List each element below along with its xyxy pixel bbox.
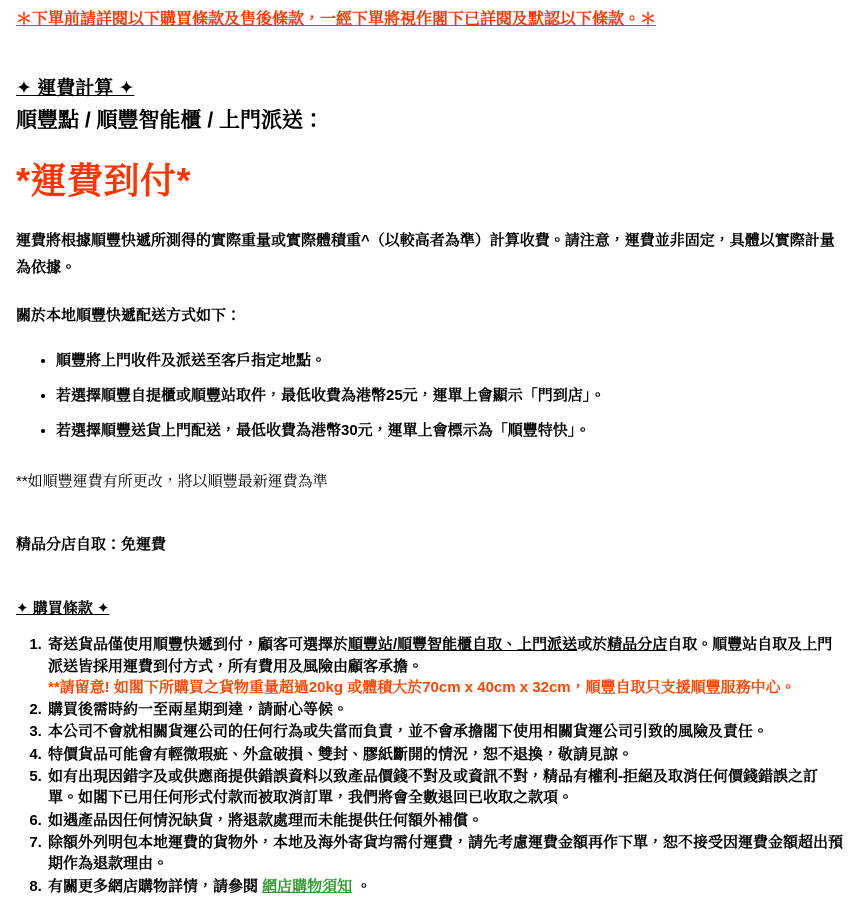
purchase-terms-list bbox=[16, 634, 845, 897]
delivery-options-list bbox=[16, 350, 845, 441]
list-item: • 若選擇順豐自提櫃或順豐站取件，最低收費為港幣25元，運單上會顯示「門到店」。 bbox=[56, 385, 845, 406]
term-text-segment: 寄送貨品僅使用順豐快遞到付，顧客可選擇於 bbox=[48, 636, 349, 654]
term-text-segment: 。 bbox=[352, 877, 372, 895]
list-item bbox=[46, 876, 845, 897]
term-text-segment: 或於 bbox=[577, 636, 608, 654]
term-text-segment: 順豐站/順豐智能櫃自取、上門派送 bbox=[348, 636, 578, 654]
oversize-warning-text: **請留意! 如閣下所購買之貨物重量超過20kg 或體積大於70cm x 40cm x 32cm，順豐自取只支援順豐服務中心。 bbox=[48, 678, 796, 696]
pre-order-notice: ＊下單前請詳閱以下購買條款及售後條款，一經下單將視作閣下已詳閱及默認以下條款。＊ bbox=[16, 11, 657, 28]
freight-collect-title: *運費到付* bbox=[16, 159, 192, 201]
shipping-fee-description: 運費將根據順豐快遞所測得的實際重量或實際體積重^（以較高者為準）計算收費。請注意，運費並非固定，具體以實際計量為依據。 bbox=[16, 232, 835, 277]
term-text-segment: 有關更多網店購物詳情，請參閱 bbox=[48, 877, 263, 895]
list-item: 2. 購買後需時約一至兩星期到達，請耐心等候。 bbox=[46, 699, 845, 720]
list-item: 7. 除額外列明包本地運費的貨物外，本地及海外寄貨均需付運費，請先考慮運費金額再作下單，恕不接受因運費金額超出預期作為退款理由。 bbox=[46, 832, 845, 875]
term-text-segment: 自取。順豐站自取及上門派送皆採用運費到付方式，所有費用及風險由顧客承擔。 bbox=[48, 636, 833, 675]
fee-change-note: **如順豐運費有所更改，將以順豐最新運費為準 bbox=[16, 472, 328, 490]
list-item: • 若選擇順豐送貨上門配送，最低收費為港幣30元，運單上會標示為「順豐特快」。 bbox=[56, 420, 845, 441]
list-item: 5. 如有出現因錯字及或供應商提供錯誤資料以致產品價錢不對及或資訊不對，精品有權利-拒絕及取消任何價錢錯誤之訂單。如閣下已用任何形式付款而被取消訂單，我們將會全數退回已收取之款項。 bbox=[46, 766, 845, 809]
shop-guide-link[interactable]: 網店購物須知 bbox=[262, 877, 353, 895]
store-pickup-note: 精品分店自取：免運費 bbox=[16, 535, 167, 553]
list-item: 3. 本公司不會就相關貨運公司的任何行為或失當而負責，並不會承擔閣下使用相關貨運公司引致的風險及責任。 bbox=[46, 721, 845, 742]
list-item: • 順豐將上門收件及派送至客戶指定地點。 bbox=[56, 350, 845, 371]
list-item bbox=[46, 634, 845, 698]
purchase-terms-heading: ✦ 購買條款 ✦ bbox=[16, 599, 110, 617]
term-text-segment: 精品分店 bbox=[607, 636, 668, 654]
shipping-fee-heading: ✦ 運費計算 ✦ bbox=[16, 77, 135, 99]
delivery-methods-subheading: 順豐點 / 順豐智能櫃 / 上門派送： bbox=[16, 108, 325, 132]
local-delivery-label: 關於本地順豐快遞配送方式如下： bbox=[16, 307, 242, 325]
list-item: 4. 特價貨品可能會有輕微瑕疵、外盒破損、雙封、膠紙斷開的情況，恕不退換，敬請見諒。 bbox=[46, 744, 845, 765]
list-item: 6. 如遇產品因任何情況缺貨，將退款處理而未能提供任何額外補償。 bbox=[46, 810, 845, 831]
